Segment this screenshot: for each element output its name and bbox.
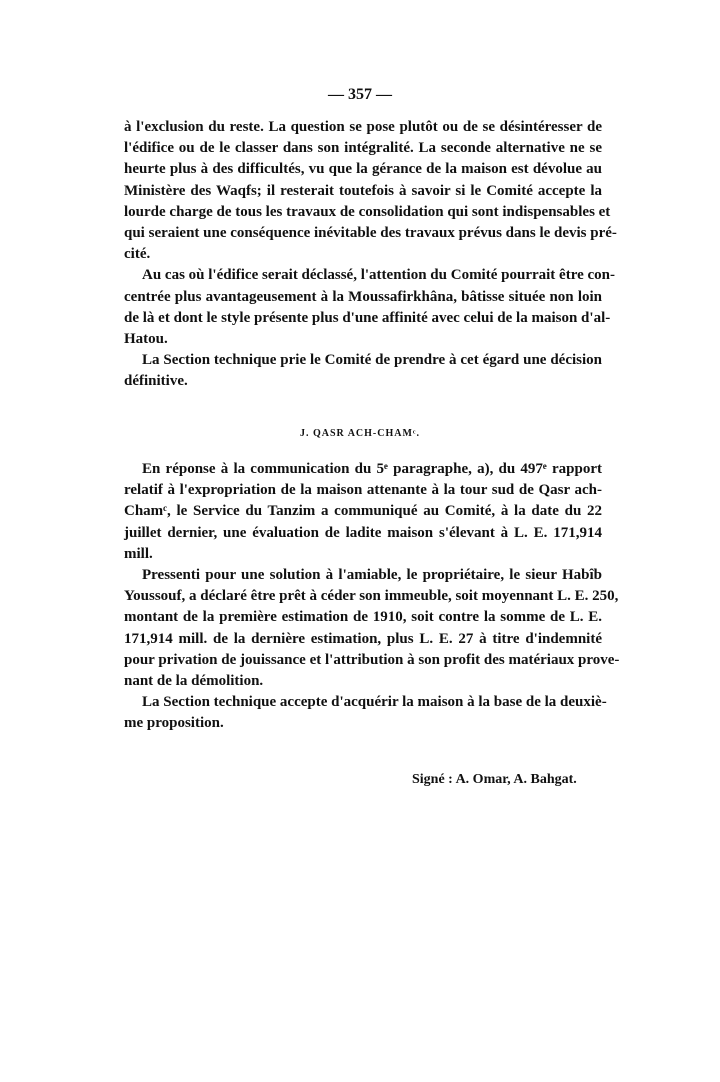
text-line: de là et dont le style présente plus d'une affinité avec celui de la maison d'al- — [124, 309, 611, 326]
text-line: montant de la première estimation de 1910, soit contre la somme de L. E. — [124, 609, 602, 626]
text-line: relatif à l'expropriation de la maison attenante à la tour sud de Qasr ach- — [124, 482, 602, 499]
text-line: l'édifice ou de le classer dans son intégralité. La seconde alternative ne se — [124, 140, 602, 157]
text-line: me proposition. — [124, 715, 224, 732]
text-line: définitive. — [124, 373, 188, 390]
section-heading: J. QASR ACH-CHAMᶜ. — [299, 428, 421, 439]
text-line: La Section technique prie le Comité de prendre à cet égard une décision — [142, 352, 602, 369]
text-block-2 — [124, 459, 620, 734]
text-line: pour privation de jouissance et l'attribution à son profit des matériaux prove- — [124, 651, 620, 668]
text-line: Youssouf, a déclaré être prêt à céder son immeuble, soit moyennant L. E. 250, — [124, 588, 619, 605]
text-line: centrée plus avantageusement à la Moussafirkhâna, bâtisse située non loin — [124, 288, 602, 305]
text-line: Pressenti pour une solution à l'amiable, le propriétaire, le sieur Habîb — [142, 566, 602, 583]
text-line: qui seraient une conséquence inévitable des travaux prévus dans le devis pré- — [124, 224, 617, 241]
text-line: Chamᶜ, le Service du Tanzim a communiqué au Comité, à la date du 22 — [124, 503, 602, 520]
text-line: cité. — [124, 246, 151, 263]
text-line: En réponse à la communication du 5ᵉ paragraphe, a), du 497ᵉ rapport — [142, 461, 602, 477]
page-number: — 357 — — [328, 86, 392, 103]
text-line: Au cas où l'édifice serait déclassé, l'attention du Comité pourrait être con- — [142, 267, 615, 284]
signature: Signé : A. Omar, A. Bahgat. — [412, 772, 577, 787]
text-line: La Section technique accepte d'acquérir la maison à la base de la deuxiè- — [142, 694, 607, 711]
text-line: juillet dernier, une évaluation de ladite maison s'élevant à L. E. 171,914 — [124, 524, 602, 541]
text-line: Hatou. — [124, 330, 168, 347]
text-block-1 — [124, 117, 617, 392]
text-line: heurte plus à des difficultés, vu que la gérance de la maison est dévolue au — [124, 161, 602, 178]
text-line: 171,914 mill. de la dernière estimation, plus L. E. 27 à titre d'indemnité — [124, 630, 602, 647]
text-line: lourde charge de tous les travaux de consolidation qui sont indispensables et — [124, 203, 611, 220]
text-line: Ministère des Waqfs; il resterait toutefois à savoir si le Comité accepte la — [124, 182, 602, 199]
text-line: à l'exclusion du reste. La question se pose plutôt ou de se désintéresser de — [124, 119, 602, 135]
text-line: nant de la démolition. — [124, 672, 264, 689]
text-line: mill. — [124, 545, 153, 562]
